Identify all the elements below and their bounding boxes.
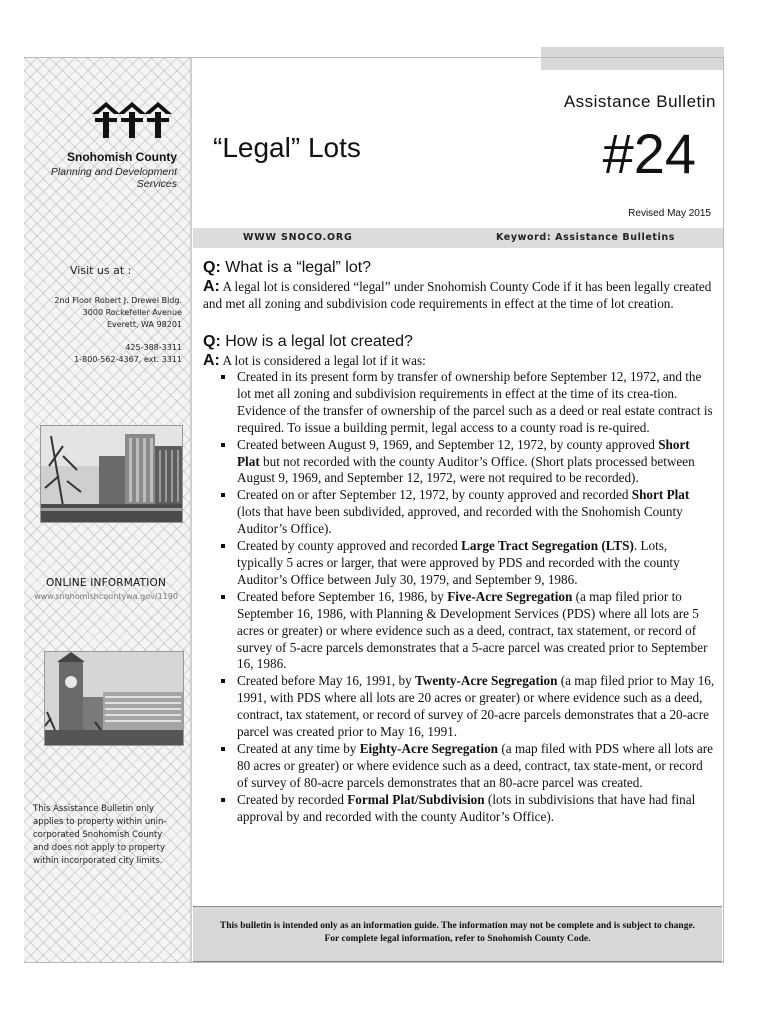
address-line: 3000 Rockefeller Avenue <box>82 308 182 317</box>
question-1 <box>203 258 715 278</box>
footer-disclaimer <box>193 920 722 946</box>
org-subtitle-line-2: Services <box>136 178 177 190</box>
bullet-bold: Eighty-Acre Segregation <box>359 740 499 756</box>
a-marker: A: <box>203 278 220 295</box>
q-marker: Q: <box>203 333 221 350</box>
phone-line: 1-800-562-4367, ext. 3311 <box>74 355 182 364</box>
list-item <box>237 538 715 589</box>
disclaimer-line: and does not apply to property <box>33 843 165 853</box>
footer-line-2: For complete legal information, refer to Snohomish County Code. <box>324 934 591 944</box>
disclaimer-line: within incorporated city limits. <box>33 856 163 866</box>
bullet-bold: Short Plat <box>237 436 690 469</box>
list-item <box>237 673 715 741</box>
address-line: Everett, WA 98201 <box>106 320 182 329</box>
bullet-text: Created by county approved and recorded <box>237 538 462 554</box>
sidebar-divider <box>190 58 192 962</box>
county-logo-icon <box>92 100 184 140</box>
answer-2-intro: A lot is considered a legal lot if it was: <box>222 353 426 368</box>
bullet-bold: Large Tract Segregation (LTS) <box>461 538 634 554</box>
answer-1-text: A legal lot is considered “legal” under Snohomish County Code if it has been legally created and met all zoning and subdivision code requirements in effect at the time of lot creation. <box>203 279 712 311</box>
bullet-bold: Formal Plat/Subdivision <box>347 791 485 807</box>
main-content <box>203 258 715 825</box>
question-1-text: What is a “legal” lot? <box>225 259 372 276</box>
question-2-text: How is a legal lot created? <box>225 333 413 350</box>
clock-tower-photo <box>44 651 184 746</box>
bullet-text: (a map filed prior to May 16, 1991, with PDS where all lots are 20 acres or greater) or where evidence such as a deed, contract, tax statement, or record of survey of 20-acre parcels demonstrates that a 20-acre parcel was created prior to May 16, 1991. <box>237 673 715 740</box>
phone-block <box>30 342 182 366</box>
bullet-text: (a map filed prior to September 16, 1986, with Planning & Development Services (PDS) where all lots are 5 acres or greater) or where evidence such as a deed, contract, tax statement, or record of survey of 5-acre parcels demonstrates that a 5-acre parcel was created prior to September 16, 1986. <box>237 588 708 672</box>
bullet-text: . Lots, typically 5 acres or larger, that were approved by PDS and recorded with the county Auditor’s Office between July 30, 1979, and September 9, 1986. <box>237 538 680 587</box>
visit-label: Visit us at : <box>70 264 132 277</box>
footer-line-1: This bulletin is intended only as an information guide. The information may not be complete and is subject to change. <box>219 921 696 931</box>
bullet-text: (lots in subdivisions that have had final approval by and recorded with the county Auditor’s Office). <box>237 791 696 824</box>
bulletin-label: Assistance Bulletin <box>563 92 716 111</box>
online-info-title: ONLINE INFORMATION <box>45 577 167 589</box>
answer-2 <box>203 352 715 369</box>
phone-line: 425-388-3311 <box>125 343 182 352</box>
sidebar-disclaimer <box>33 803 185 868</box>
disclaimer-line: corporated Snohomish County <box>33 830 163 840</box>
online-info-link[interactable]: www.snohomishcountywa.gov/1190 <box>34 592 178 601</box>
building-photo <box>40 425 183 523</box>
bullet-text: Created in its present form by transfer of ownership before September 12, 1972, and the lot met all zoning and subdivision requirements in effect at the time of its crea-tion. Evidence of the transfer of ownership of the parcel such as a deed or real estate contract is required. To issue a building permit, legal access to a county road is re-quired. <box>237 369 713 435</box>
list-item <box>237 487 715 538</box>
bullet-text: Created by recorded <box>237 791 348 807</box>
page-title: “Legal” Lots <box>213 132 361 163</box>
info-band <box>193 228 723 248</box>
bullet-bold: Twenty-Acre Segregation <box>414 673 558 689</box>
revised-date: Revised May 2015 <box>628 208 711 219</box>
address-block <box>30 295 182 331</box>
legal-lot-criteria-list <box>203 369 715 825</box>
org-subtitle-line-1: Planning and Development <box>50 166 177 178</box>
list-item <box>237 792 715 826</box>
bullet-text: Created between August 9, 1969, and September 12, 1972, by county approved <box>237 436 659 452</box>
q-marker: Q: <box>203 259 221 276</box>
bullet-text: (a map filed with PDS where all lots are 80 acres or greater) or where evidence such as a deed, contract, tax state-ment, or record of survey of 80-acre parcels demonstrates that an 80-acre parcel was created. <box>237 740 713 790</box>
list-item <box>237 589 715 674</box>
list-item <box>237 369 715 437</box>
bullet-text: Created before September 16, 1986, by <box>237 588 448 604</box>
bullet-bold: Short Plat <box>631 487 690 503</box>
bullet-text: Created at any time by <box>237 740 360 756</box>
org-subtitle <box>40 166 177 190</box>
footer-disclaimer-box <box>193 906 722 962</box>
bullet-text: Created before May 16, 1991, by <box>237 673 415 689</box>
keyword-label: Keyword: Assistance Bulletins <box>496 232 675 243</box>
disclaimer-line: applies to property within unin- <box>33 817 167 827</box>
disclaimer-line: This Assistance Bulletin only <box>33 804 155 814</box>
bullet-text: but not recorded with the county Auditor’s Office. (Short plats processed between August 9, 1969, and September 12, 1972, were not required to be recorded). <box>237 453 695 486</box>
list-item <box>237 437 715 488</box>
bullet-text: (lots that have been subdivided, approved, and recorded with the Snohomish County Auditor’s Office). <box>237 504 683 537</box>
question-2 <box>203 332 715 352</box>
org-name: Snohomish County <box>67 150 177 164</box>
bulletin-number: #24 <box>602 122 696 185</box>
bullet-bold: Five-Acre Segregation <box>447 588 573 604</box>
address-line: 2nd Floor Robert J. Drewel Bldg. <box>54 296 182 305</box>
answer-1 <box>203 278 715 312</box>
website-link[interactable]: WWW SNOCO.ORG <box>243 232 353 243</box>
list-item <box>237 741 715 792</box>
bullet-text: Created on or after September 12, 1972, by county approved and recorded <box>237 487 632 503</box>
a-marker: A: <box>203 352 220 369</box>
